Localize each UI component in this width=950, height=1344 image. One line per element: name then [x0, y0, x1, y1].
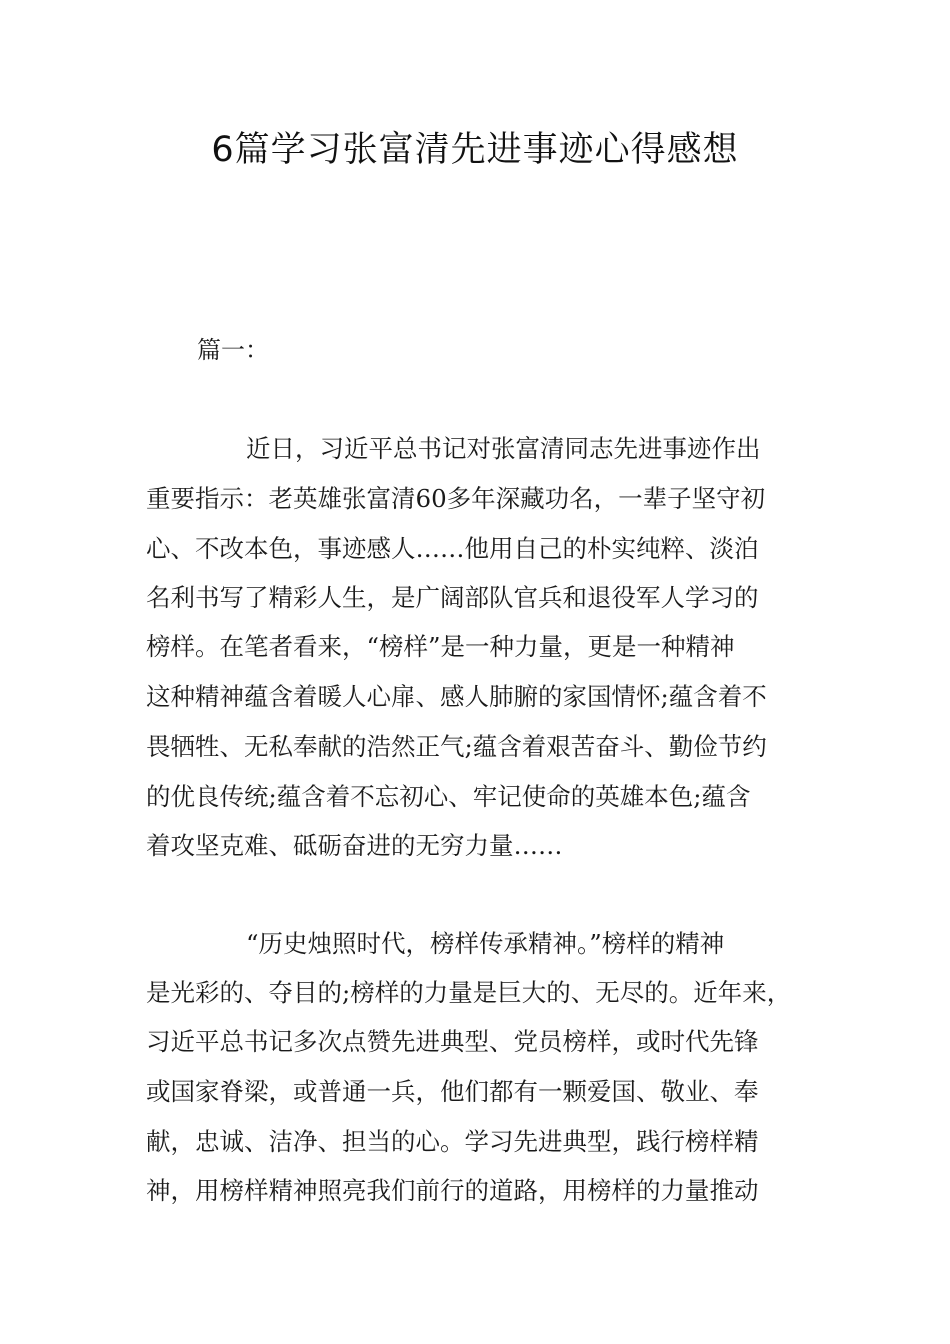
paragraph-line: 榜样。在笔者看来，“榜样”是一种力量，更是一种精神	[146, 632, 735, 661]
paragraph-line: 重要指示：老英雄张富清60多年深藏功名，一辈子坚守初	[146, 484, 766, 513]
document-title: 6篇学习张富清先进事迹心得感想	[211, 130, 739, 170]
paragraph-line: 畏牺牲、无私奉献的浩然正气;蕴含着艰苦奋斗、勤俭节约	[146, 732, 767, 761]
paragraph-line: 献，忠诚、洁净、担当的心。学习先进典型，践行榜样精	[146, 1127, 759, 1156]
section-heading: 篇一：	[197, 336, 269, 364]
paragraph-line: 是光彩的、夺目的;榜样的力量是巨大的、无尽的。近年来，	[146, 978, 792, 1007]
paragraph-line: “历史烛照时代，榜样传承精神。”榜样的精神	[246, 929, 725, 958]
paragraph-line: 神，用榜样精神照亮我们前行的道路，用榜样的力量推动	[146, 1176, 759, 1205]
paragraph-line: 近日，习近平总书记对张富清同志先进事迹作出	[246, 434, 761, 463]
paragraph-line: 的优良传统;蕴含着不忘初心、牢记使命的英雄本色;蕴含	[146, 782, 751, 811]
paragraph-line: 名利书写了精彩人生，是广阔部队官兵和退役军人学习的	[146, 583, 759, 612]
paragraph-line: 着攻坚克难、砥砺奋进的无穷力量……	[146, 831, 563, 860]
paragraph-line: 或国家脊梁，或普通一兵，他们都有一颗爱国、敬业、奉	[146, 1077, 759, 1106]
paragraph-line: 这种精神蕴含着暖人心扉、感人肺腑的家国情怀;蕴含着不	[146, 682, 767, 711]
paragraph-line: 心、不改本色，事迹感人……他用自己的朴实纯粹、淡泊	[146, 534, 759, 563]
paragraph-line: 习近平总书记多次点赞先进典型、党员榜样，或时代先锋	[146, 1027, 759, 1056]
